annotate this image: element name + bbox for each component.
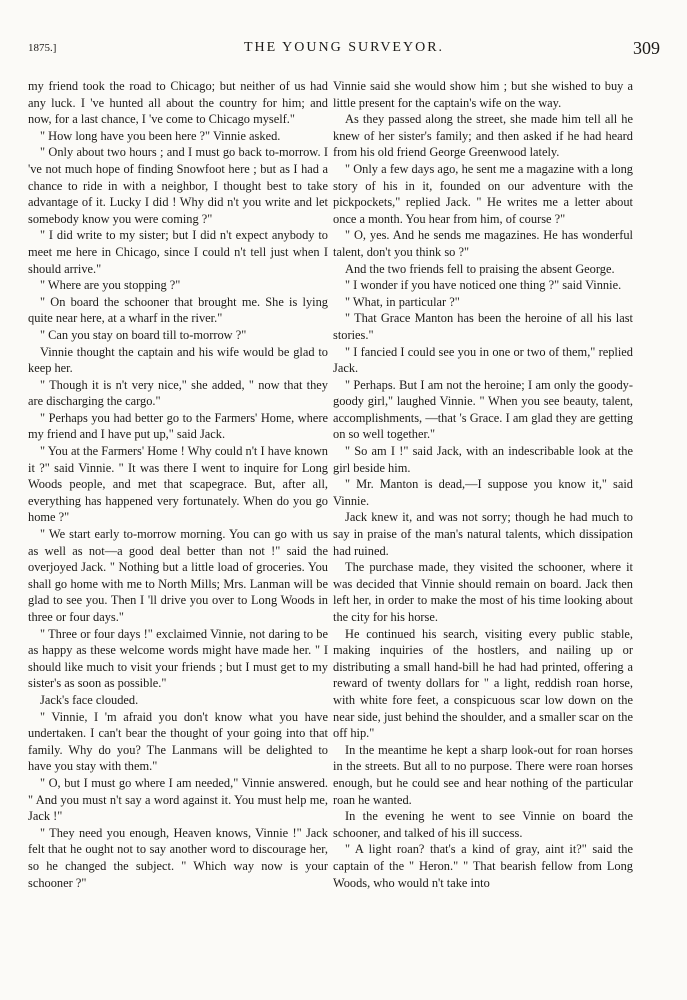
paragraph: " O, yes. And he sends me magazines. He has wonderful talent, don't you think so ?"	[333, 228, 633, 259]
left-column	[28, 78, 328, 891]
paragraph: " Though it is n't very nice," she added, " now that they are discharging the cargo."	[28, 377, 328, 409]
paragraph: " They need you enough, Heaven knows, Vinnie !" Jack felt that he ought not to say another word to discourage her, so he changed the subject. " Which way now is your schooner ?"	[28, 825, 328, 890]
paragraph: " Perhaps. But I am not the heroine; I am only the goody-goody girl," laughed Vinnie. " When you see beauty, talent, accomplishments, —that 's Grace. I am glad they are getting on so well together."	[333, 377, 633, 442]
paragraph: " I did write to my sister; but I did n't expect anybody to meet me here in Chicago, since I could n't tell just when I should arrive."	[28, 228, 328, 276]
paragraph: " I wonder if you have noticed one thing ?" said Vinnie.	[345, 278, 622, 293]
paragraph: " How long have you been here ?" Vinnie asked.	[40, 128, 281, 143]
paragraph: my friend took the road to Chicago; but neither of us had any luck. I 've hunted all about the country for him; and now, for a last chance, I 've come to Chicago myself."	[28, 79, 328, 127]
paragraph: " A light roan? that's a kind of gray, aint it?" said the captain of the " Heron." " That bearish fellow from Long Woods, who would n't take into	[333, 842, 633, 890]
header-year: 1875.]	[28, 42, 57, 54]
paragraph: The purchase made, they visited the schooner, where it was decided that Vinnie should remain on board. Jack then left her, in order to make the most of his time looking about the city for his horse.	[333, 560, 633, 624]
paragraph: " We start early to-morrow morning. You can go with us as well as not—a good deal better than not !" said the overjoyed Jack. " Nothing but a little load of groceries. You shall go home with me to North Mills; Mrs. Lanman will be glad to see you. Then I 'll drive you over to Long Woods in three or four days."	[28, 527, 328, 624]
paragraph: " Can you stay on board till to-morrow ?"	[40, 327, 247, 342]
paragraph: In the evening he went to see Vinnie on board the schooner, and talked of his ill success.	[333, 809, 633, 840]
paragraph: " Where are you stopping ?"	[40, 278, 181, 293]
paragraph: " Vinnie, I 'm afraid you don't know what you have undertaken. I can't bear the thought of your going into that family. Why do you? The Lanmans will be delighted to have you stay with them."	[28, 709, 328, 774]
paragraph: Vinnie said she would show him ; but she wished to buy a little present for the captain's wife on the way.	[333, 79, 633, 110]
page-number: 309	[633, 38, 660, 58]
paragraph: Jack knew it, and was not sorry; though he had much to say in praise of the man's natural talents, which dissipation had ruined.	[333, 510, 633, 558]
paragraph: " What, in particular ?"	[345, 294, 460, 309]
paragraph: " Mr. Manton is dead,—I suppose you know it," said Vinnie.	[333, 477, 633, 508]
paragraph: " O, but I must go where I am needed," Vinnie answered. " And you must n't say a word against it. You must help me, Jack !"	[28, 775, 328, 824]
paragraph: And the two friends fell to praising the absent George.	[345, 261, 615, 276]
paragraph: " Only about two hours ; and I must go back to-morrow. I 've not much hope of finding Snowfoot here ; but as I had a chance to ride in with a neighbor, I thought best to take advantage of it. Lucky I did ! Why did n't you write and let somebody know you were coming ?"	[28, 145, 328, 226]
right-column	[333, 78, 633, 891]
paragraph: Vinnie thought the captain and his wife would be glad to keep her.	[28, 344, 328, 376]
paragraph: In the meantime he kept a sharp look-out for roan horses in the streets. But all to no purpose. There were roan horses enough, but he could see and hear nothing of the particular roan he wanted.	[333, 742, 633, 807]
paragraph: " So am I !" said Jack, with an indescribable look at the girl beside him.	[333, 444, 633, 475]
page-header	[28, 38, 660, 64]
paragraph: " Three or four days !" exclaimed Vinnie, not daring to be as happy as these welcome words might have made her. " I should like much to visit your friends ; but I must get to my sister's as soon as possible."	[28, 626, 328, 691]
paragraph: " Perhaps you had better go to the Farmers' Home, where my friend and I have put up," said Jack.	[28, 410, 328, 442]
paragraph: " On board the schooner that brought me. She is lying quite near here, at a wharf in the river."	[28, 294, 328, 326]
paragraph: " You at the Farmers' Home ! Why could n't I have known it ?" said Vinnie. " It was there I went to inquire for Long Woods people, and met that scapegrace. But, after all, everything has happened very fortunately. When do you go home ?"	[28, 444, 328, 525]
paragraph: He continued his search, visiting every public stable, making inquiries of the hostlers, and nailing up or distributing a small hand-bill he had had printed, offering a reward of twenty dollars for " a light, reddish roan horse, with white fore feet, a conspicuous scar low down on the near side, just behind the shoulder, and a smaller scar on the off hip."	[333, 626, 633, 741]
running-title: THE YOUNG SURVEYOR.	[243, 40, 445, 55]
paragraph: As they passed along the street, she made him tell all he knew of her sister's family; and then asked if he had heard from his old friend George Greenwood lately.	[333, 112, 633, 160]
paragraph: " That Grace Manton has been the heroine of all his last stories."	[333, 311, 633, 342]
paragraph: " Only a few days ago, he sent me a magazine with a long story of his in it, founded on our adventure with the pickpockets," replied Jack. " He writes me a letter about once a month. You hear from him, of course ?"	[333, 161, 633, 226]
paragraph: Jack's face clouded.	[40, 692, 139, 707]
paragraph: " I fancied I could see you in one or two of them," replied Jack.	[333, 344, 633, 376]
